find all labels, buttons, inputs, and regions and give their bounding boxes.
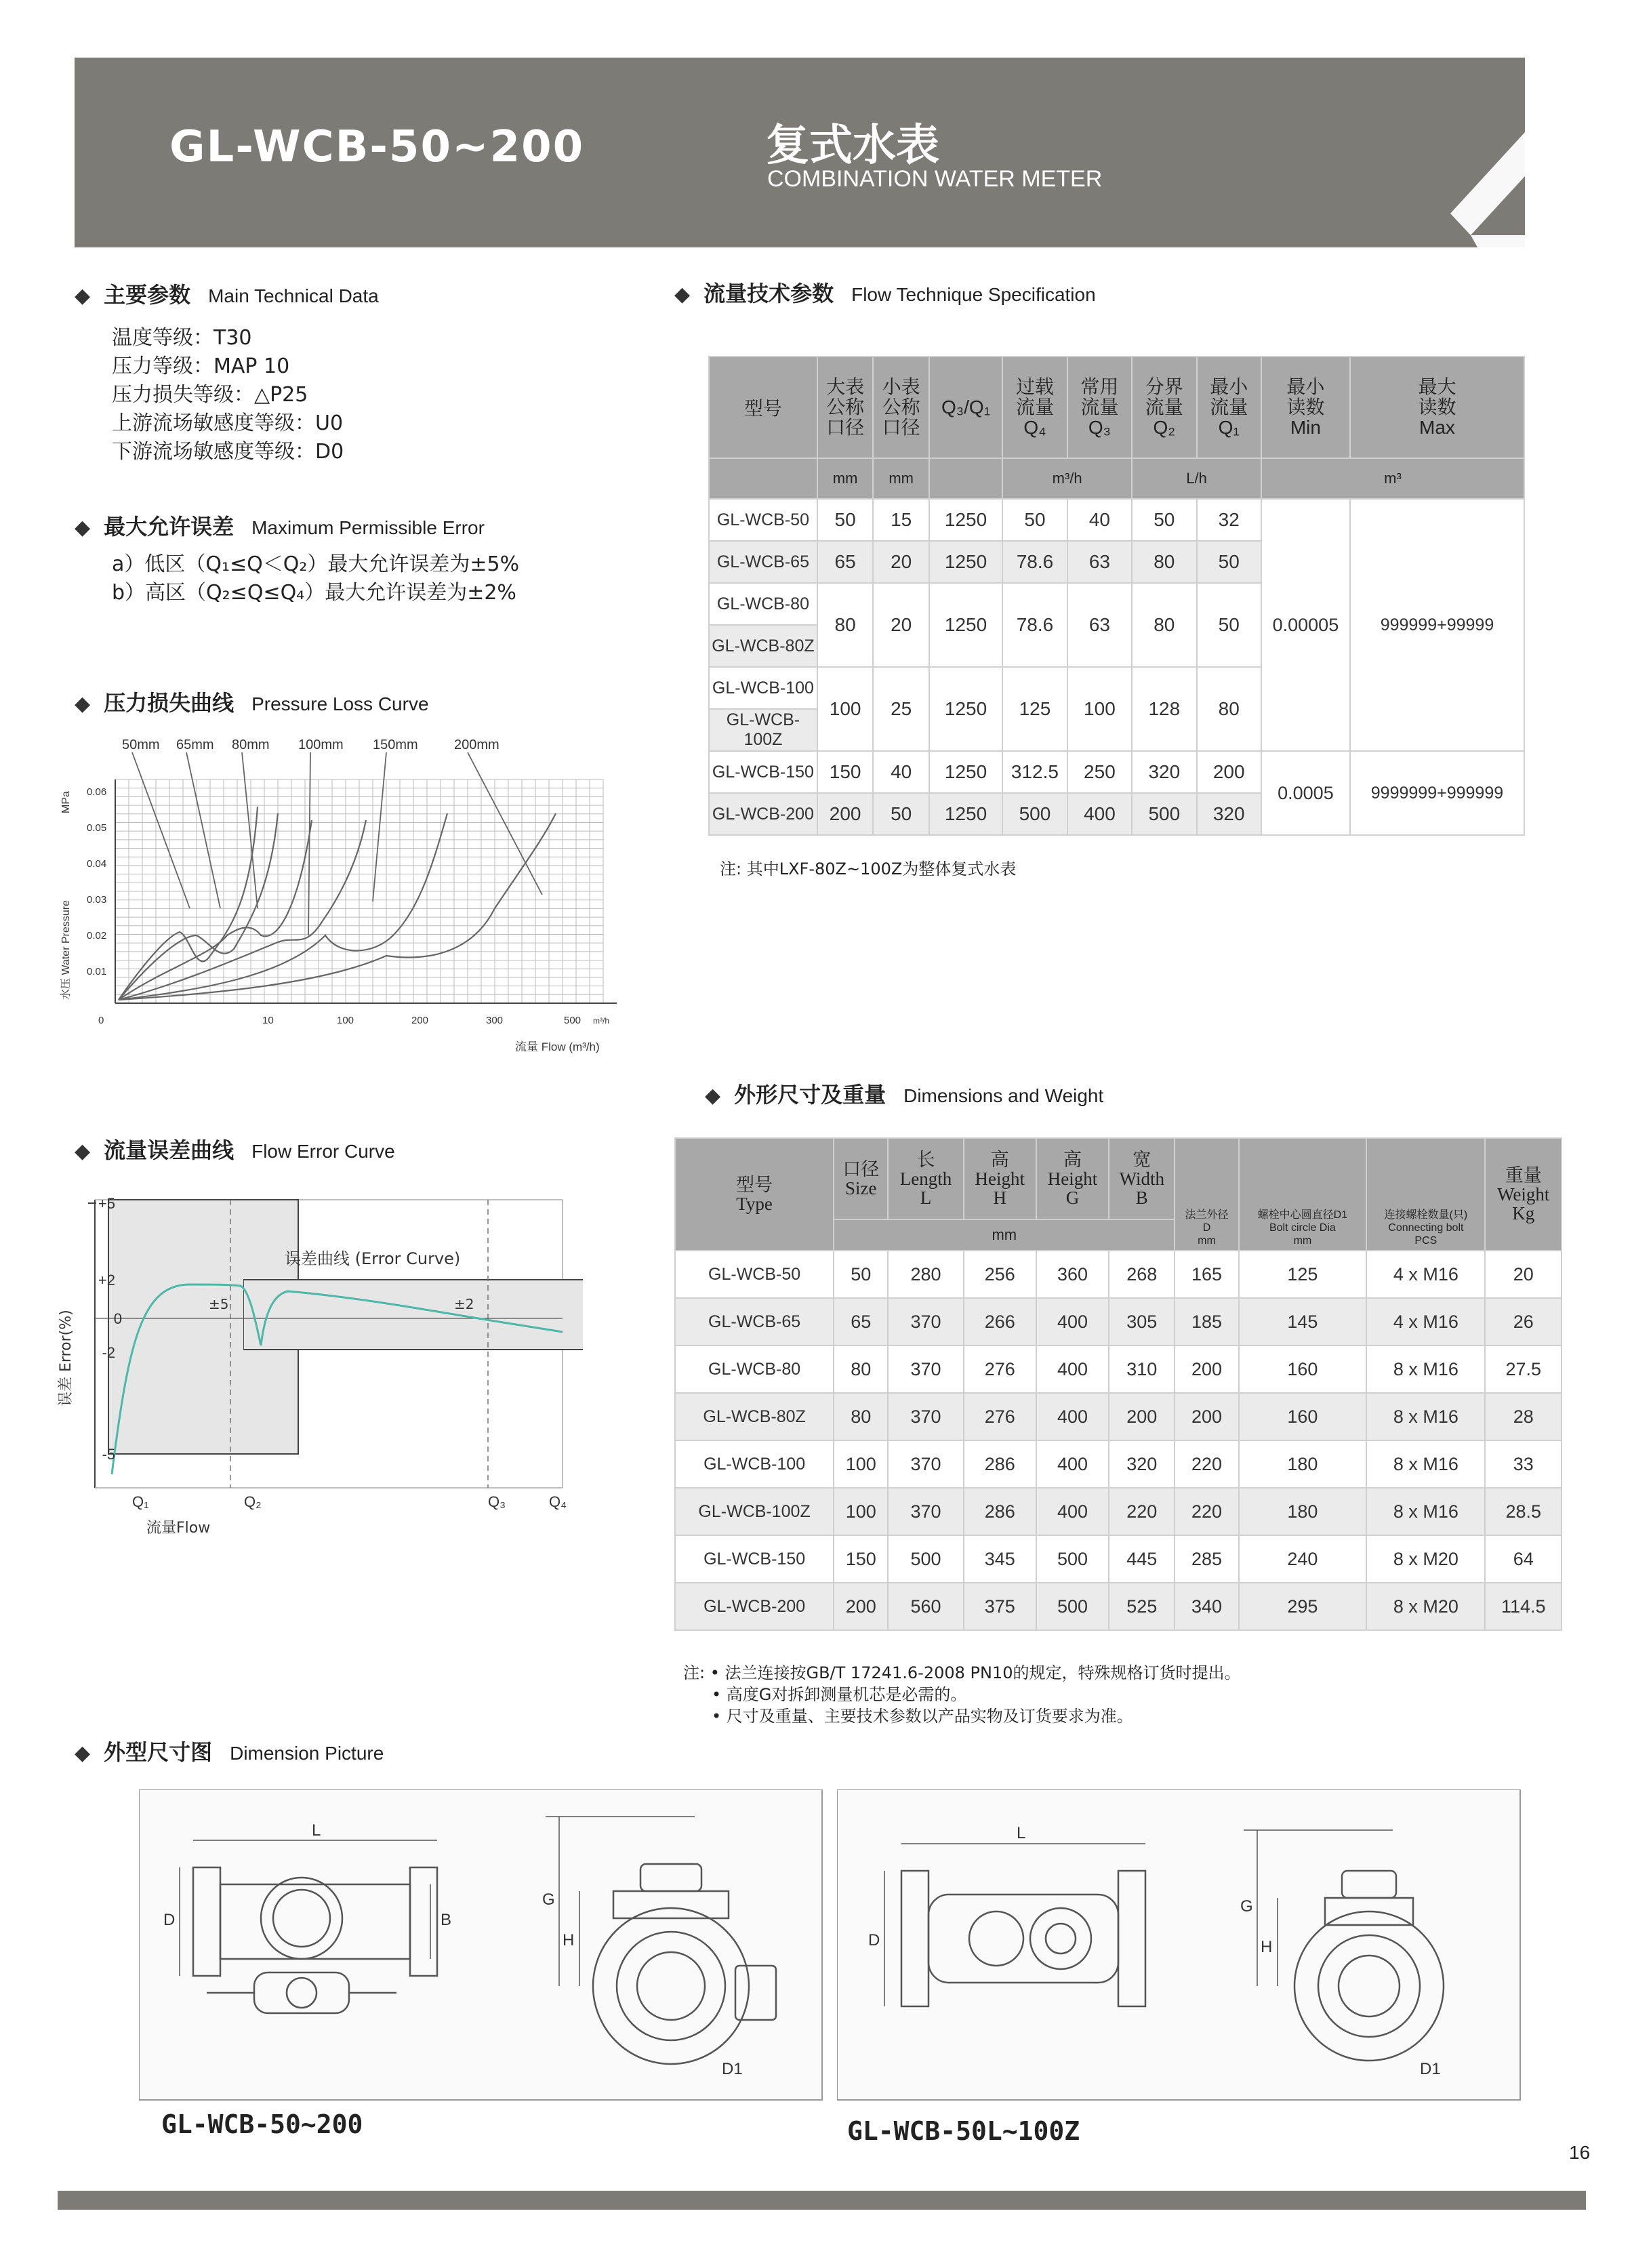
table-cell: 400 — [1036, 1440, 1109, 1488]
diamond-icon: ◆ — [75, 284, 91, 308]
table-cell: 200 — [1197, 751, 1261, 793]
table-cell: 268 — [1109, 1251, 1175, 1298]
table-cell: 50 — [1132, 499, 1196, 541]
y-tick-label: -5 — [102, 1446, 115, 1463]
flow-spec-note: 注: 其中LXF-80Z~100Z为整体复式水表 — [720, 859, 1017, 878]
x-axis-label: 流量Flow — [146, 1520, 211, 1537]
diamond-icon: ◆ — [75, 1139, 91, 1163]
y-tick-label: 0.05 — [87, 822, 107, 834]
size-leader-line — [373, 752, 386, 902]
diamond-icon: ◆ — [705, 1084, 721, 1108]
chart-grid — [115, 779, 617, 1003]
dimensions-notes — [683, 1662, 1241, 1727]
table-cell: 295 — [1239, 1583, 1367, 1630]
table-cell: 500 — [1036, 1583, 1109, 1630]
param-item: 压力等级：MAP 10 — [112, 355, 290, 378]
diamond-icon: ◆ — [75, 516, 91, 540]
table-cell: 276 — [964, 1393, 1036, 1440]
param-item: 压力损失等级：△P25 — [112, 383, 308, 407]
table-cell: 33 — [1485, 1440, 1562, 1488]
band-low-label: ±5 — [209, 1296, 229, 1312]
table-cell: GL-WCB-80Z — [675, 1393, 834, 1440]
table-cell: 500 — [1002, 793, 1067, 835]
page-number: 16 — [1569, 2142, 1591, 2163]
table-cell: 286 — [964, 1488, 1036, 1535]
y-tick-label: 0 — [113, 1310, 122, 1327]
dimension-drawing-left — [139, 1789, 823, 2101]
size-leader-line — [468, 752, 542, 895]
table-cell: 78.6 — [1002, 583, 1067, 667]
dim-label: G — [542, 1890, 555, 1909]
curve-label: 误差曲线 (Error Curve) — [285, 1249, 461, 1268]
flow-error-chart — [54, 1183, 583, 1562]
header-banner — [75, 58, 1525, 247]
table-cell: 40 — [1067, 499, 1132, 541]
table-cell: 320 — [1132, 751, 1196, 793]
size-label: 50mm — [122, 737, 160, 752]
table-cell: 27.5 — [1485, 1345, 1562, 1393]
table-cell: 80 — [1197, 667, 1261, 751]
x-tick-label: 200 — [411, 1015, 429, 1026]
table-cell: 160 — [1239, 1393, 1367, 1440]
col-header: 高 Height G — [1036, 1138, 1109, 1219]
col-header: 最小 读数 Min — [1261, 357, 1350, 458]
table-cell: 1250 — [929, 751, 1002, 793]
error-curve-heading: ◆ 流量误差曲线 Flow Error Curve — [75, 1137, 395, 1163]
table-cell: 500 — [1036, 1535, 1109, 1583]
table-cell: 320 — [1109, 1440, 1175, 1488]
table-row — [675, 1345, 1562, 1393]
note-line: • 高度G对拆卸测量机芯是必需的。 — [712, 1685, 967, 1704]
size-label: 100mm — [298, 737, 344, 752]
col-header: 小表 公称 口径 — [873, 357, 929, 458]
mpe-item: a）低区（Q₁≤Q＜Q₂）最大允许误差为±5% — [112, 552, 520, 576]
left-caption: GL-WCB-50~200 — [161, 2109, 363, 2139]
table-cell: 4 x M16 — [1366, 1251, 1485, 1298]
table-cell: 50 — [873, 793, 929, 835]
model-title: GL-WCB-50~200 — [169, 122, 585, 172]
size-leader-line — [186, 752, 220, 908]
x-tick-label: 10 — [262, 1015, 274, 1026]
x-tick-label: Q₃ — [488, 1493, 506, 1510]
table-cell: 200 — [834, 1583, 888, 1630]
diamond-icon: ◆ — [674, 283, 691, 306]
main-data-heading: ◆ 主要参数 Main Technical Data — [75, 282, 379, 308]
table-cell: 20 — [873, 541, 929, 583]
dim-label: H — [563, 1931, 575, 1949]
mpe-heading: ◆ 最大允许误差 Maximum Permissible Error — [75, 514, 485, 540]
y-axis-label: 水压 Water Pressure — [60, 900, 72, 1000]
x-tick-label: Q₂ — [244, 1493, 262, 1510]
table-cell: 340 — [1175, 1583, 1238, 1630]
table-cell: 128 — [1132, 667, 1196, 751]
table-cell: 145 — [1239, 1298, 1367, 1345]
table-row — [675, 1393, 1562, 1440]
table-cell: GL-WCB-80Z — [709, 625, 817, 667]
y-tick-label: 0.03 — [87, 894, 107, 906]
col-header: 螺栓中心圆直径D1 Bolt circle Dia mm — [1239, 1138, 1367, 1251]
table-cell: 50 — [817, 499, 874, 541]
table-row — [675, 1583, 1562, 1630]
dim-label: D — [163, 1911, 176, 1929]
col-header: 过载 流量 Q₄ — [1002, 357, 1067, 458]
table-cell: 100 — [834, 1488, 888, 1535]
table-cell: 65 — [834, 1298, 888, 1345]
table-cell: GL-WCB-65 — [709, 541, 817, 583]
table-cell: 125 — [1002, 667, 1067, 751]
mpe-list — [112, 550, 519, 607]
table-cell: 64 — [1485, 1535, 1562, 1583]
table-row — [675, 1535, 1562, 1583]
table-cell: 345 — [964, 1535, 1036, 1583]
dimension-picture-heading: ◆ 外型尺寸图 Dimension Picture — [75, 1739, 384, 1765]
table-cell: 80 — [834, 1393, 888, 1440]
table-cell: 185 — [1175, 1298, 1238, 1345]
table-cell: 78.6 — [1002, 541, 1067, 583]
flow-spec-table — [708, 356, 1525, 836]
table-cell: 15 — [873, 499, 929, 541]
col-header: 宽 Width B — [1109, 1138, 1175, 1219]
table-cell: 150 — [817, 751, 874, 793]
table-cell: 80 — [1132, 583, 1196, 667]
table-cell: GL-WCB-80 — [675, 1345, 834, 1393]
table-cell: 1250 — [929, 541, 1002, 583]
x-unit: m³/h — [593, 1016, 609, 1026]
size-label: 200mm — [454, 737, 499, 752]
table-cell: 400 — [1036, 1345, 1109, 1393]
size-label: 65mm — [176, 737, 214, 752]
size-label: 150mm — [373, 737, 418, 752]
col-header: 型号 Type — [675, 1138, 834, 1251]
dim-label: D1 — [1420, 2060, 1441, 2078]
table-cell: 65 — [817, 541, 874, 583]
table-cell: 240 — [1239, 1535, 1367, 1583]
table-cell: 220 — [1175, 1488, 1238, 1535]
dim-label: L — [1017, 1824, 1026, 1842]
diamond-icon: ◆ — [75, 1741, 91, 1765]
table-cell: GL-WCB-100 — [675, 1440, 834, 1488]
param-item: 温度等级：T30 — [112, 326, 252, 350]
table-cell: 360 — [1036, 1251, 1109, 1298]
table-cell: GL-WCB-50 — [709, 499, 817, 541]
table-row — [675, 1440, 1562, 1488]
col-header: 最小 流量 Q₁ — [1197, 357, 1261, 458]
table-cell: 525 — [1109, 1583, 1175, 1630]
col-header: 重量 Weight Kg — [1485, 1138, 1562, 1251]
table-cell: 999999+99999 — [1350, 499, 1524, 751]
table-cell: 560 — [888, 1583, 963, 1630]
table-cell: 8 x M16 — [1366, 1440, 1485, 1488]
note-line: 注: • 法兰连接按GB/T 17241.6-2008 PN10的规定，特殊规格订货时提出。 — [683, 1663, 1241, 1682]
table-cell: 9999999+999999 — [1350, 751, 1524, 835]
table-cell: GL-WCB-100 — [709, 667, 817, 709]
size-leader-line — [132, 752, 190, 908]
dim-label: G — [1240, 1897, 1253, 1916]
table-cell: 400 — [1036, 1298, 1109, 1345]
param-item: 下游流场敏感度等级：D0 — [112, 440, 344, 464]
table-cell: 280 — [888, 1251, 963, 1298]
header-row — [675, 1138, 1562, 1219]
title-cn: 复式水表 — [766, 121, 939, 171]
table-cell: 50 — [1197, 583, 1261, 667]
table-cell: 1250 — [929, 499, 1002, 541]
y-tick-label: 0.01 — [87, 966, 107, 977]
table-cell: 200 — [817, 793, 874, 835]
col-header: 最大 读数 Max — [1350, 357, 1524, 458]
unit-cell: mm — [834, 1219, 1175, 1251]
table-cell: 370 — [888, 1488, 963, 1535]
table-cell: 26 — [1485, 1298, 1562, 1345]
table-cell: 200 — [1175, 1393, 1238, 1440]
table-cell: 180 — [1239, 1488, 1367, 1535]
table-cell: 285 — [1175, 1535, 1238, 1583]
pressure-loss-chart — [54, 732, 651, 1071]
pressure-curve-line — [119, 820, 312, 1000]
table-cell: 32 — [1197, 499, 1261, 541]
dim-label: H — [1261, 1938, 1273, 1956]
y-tick-label: 0.06 — [87, 786, 107, 798]
note-line: • 尺寸及重量、主要技术参数以产品实物及订货要求为准。 — [712, 1707, 1133, 1726]
pressure-curve-heading: ◆ 压力损失曲线 Pressure Loss Curve — [75, 690, 429, 716]
col-header: 大表 公称 口径 — [817, 357, 874, 458]
table-cell: 100 — [1067, 667, 1132, 751]
table-cell: 370 — [888, 1345, 963, 1393]
table-cell: 0.00005 — [1261, 499, 1350, 751]
dimension-drawing-right — [837, 1789, 1522, 2101]
size-label: 80mm — [232, 737, 270, 752]
y-tick-label: -2 — [102, 1344, 115, 1361]
unit-cell: m³ — [1261, 458, 1524, 499]
bottom-bar — [58, 2191, 1586, 2210]
table-row — [709, 499, 1524, 541]
unit-cell: m³/h — [1002, 458, 1132, 499]
unit-cell: mm — [873, 458, 929, 499]
table-cell: 28.5 — [1485, 1488, 1562, 1535]
table-cell: 4 x M16 — [1366, 1298, 1485, 1345]
unit-cell: L/h — [1132, 458, 1261, 499]
table-cell: 312.5 — [1002, 751, 1067, 793]
table-cell: 400 — [1036, 1393, 1109, 1440]
table-cell: 8 x M16 — [1366, 1345, 1485, 1393]
table-cell: 500 — [1132, 793, 1196, 835]
table-cell: 50 — [1197, 541, 1261, 583]
col-header: 连接螺栓数量(只) Connecting bolt PCS — [1366, 1138, 1485, 1251]
table-cell: 200 — [1109, 1393, 1175, 1440]
table-cell: GL-WCB-200 — [709, 793, 817, 835]
table-cell: 150 — [834, 1535, 888, 1583]
x-tick-label: 0 — [98, 1015, 104, 1026]
table-cell: GL-WCB-65 — [675, 1298, 834, 1345]
table-cell: 8 x M16 — [1366, 1393, 1485, 1440]
pressure-curve-line — [119, 813, 556, 1000]
table-cell: 100 — [817, 667, 874, 751]
x-tick-label: Q₄ — [549, 1493, 567, 1510]
table-cell: 114.5 — [1485, 1583, 1562, 1630]
table-cell: 276 — [964, 1345, 1036, 1393]
col-header: 常用 流量 Q₃ — [1067, 357, 1132, 458]
param-item: 上游流场敏感度等级：U0 — [112, 411, 344, 435]
table-cell: 20 — [1485, 1251, 1562, 1298]
table-cell: 125 — [1239, 1251, 1367, 1298]
y-tick-label: +2 — [98, 1272, 115, 1289]
title-en: COMBINATION WATER METER — [767, 166, 1103, 192]
col-header: 法兰外径 D mm — [1175, 1138, 1238, 1251]
table-cell: 1250 — [929, 583, 1002, 667]
table-cell: GL-WCB-150 — [709, 751, 817, 793]
table-cell: 50 — [834, 1251, 888, 1298]
table-cell: 370 — [888, 1393, 963, 1440]
dim-label: D1 — [722, 2060, 743, 2078]
table-cell: 220 — [1175, 1440, 1238, 1488]
col-header: 口径 Size — [834, 1138, 888, 1219]
unit-cell: mm — [817, 458, 874, 499]
table-cell: 8 x M20 — [1366, 1583, 1485, 1630]
table-cell: 310 — [1109, 1345, 1175, 1393]
col-header: 长 Length L — [888, 1138, 963, 1219]
table-cell: 370 — [888, 1440, 963, 1488]
x-axis-label: 流量 Flow (m³/h) — [515, 1040, 600, 1053]
table-cell: GL-WCB-100Z — [709, 709, 817, 751]
y-tick-label: +5 — [98, 1195, 115, 1212]
table-cell: GL-WCB-150 — [675, 1535, 834, 1583]
y-tick-label: 0.02 — [87, 930, 107, 941]
flow-spec-heading: ◆ 流量技术参数 Flow Technique Specification — [674, 281, 1096, 306]
y-axis-label: 误差 Error(%) — [58, 1310, 75, 1406]
table-cell: 1250 — [929, 667, 1002, 751]
y-tick-label: 0.04 — [87, 858, 107, 870]
table-cell: 445 — [1109, 1535, 1175, 1583]
table-cell: 63 — [1067, 583, 1132, 667]
dim-label: D — [868, 1931, 880, 1949]
dim-label: L — [312, 1821, 321, 1840]
table-cell: 80 — [817, 583, 874, 667]
table-cell: 1250 — [929, 793, 1002, 835]
x-tick-label: 300 — [486, 1015, 504, 1026]
table-cell: 266 — [964, 1298, 1036, 1345]
table-cell: 220 — [1109, 1488, 1175, 1535]
table-row — [675, 1298, 1562, 1345]
table-cell: 256 — [964, 1251, 1036, 1298]
dimensions-heading: ◆ 外形尺寸及重量 Dimensions and Weight — [705, 1082, 1104, 1108]
x-tick-label: Q₁ — [132, 1493, 149, 1510]
col-header: 分界 流量 Q₂ — [1132, 357, 1196, 458]
corner-chevron-icon — [1403, 58, 1525, 247]
dimensions-table — [674, 1137, 1562, 1631]
table-cell: 80 — [834, 1345, 888, 1393]
table-cell: 25 — [873, 667, 929, 751]
y-unit: MPa — [60, 791, 72, 813]
table-cell: 200 — [1175, 1345, 1238, 1393]
table-cell: 180 — [1239, 1440, 1367, 1488]
table-cell: 320 — [1197, 793, 1261, 835]
table-cell: 100 — [834, 1440, 888, 1488]
table-cell: 80 — [1132, 541, 1196, 583]
table-row — [675, 1251, 1562, 1298]
band-high-label: ±2 — [454, 1296, 474, 1312]
table-cell: GL-WCB-80 — [709, 583, 817, 625]
mpe-item: b）高区（Q₂≤Q≤Q₄）最大允许误差为±2% — [112, 581, 516, 605]
table-cell: 375 — [964, 1583, 1036, 1630]
table-cell: 370 — [888, 1298, 963, 1345]
table-cell: 400 — [1067, 793, 1132, 835]
col-header: 型号 — [709, 357, 817, 458]
table-cell: 400 — [1036, 1488, 1109, 1535]
table-cell: 8 x M16 — [1366, 1488, 1485, 1535]
x-tick-label: 500 — [564, 1015, 582, 1026]
table-cell: 500 — [888, 1535, 963, 1583]
col-header: Q₃/Q₁ — [929, 357, 1002, 458]
table-cell: 28 — [1485, 1393, 1562, 1440]
x-tick-label: 100 — [337, 1015, 354, 1026]
table-cell: 250 — [1067, 751, 1132, 793]
table-cell: 20 — [873, 583, 929, 667]
table-cell: 8 x M20 — [1366, 1535, 1485, 1583]
table-cell: 165 — [1175, 1251, 1238, 1298]
table-cell: 0.0005 — [1261, 751, 1350, 835]
right-caption: GL-WCB-50L~100Z — [847, 2116, 1080, 2146]
table-cell: 40 — [873, 751, 929, 793]
table-cell: 160 — [1239, 1345, 1367, 1393]
table-cell: 50 — [1002, 499, 1067, 541]
col-header: 高 Height H — [964, 1138, 1036, 1219]
table-row — [675, 1488, 1562, 1535]
table-cell: GL-WCB-50 — [675, 1251, 834, 1298]
diamond-icon: ◆ — [75, 692, 91, 716]
table-cell: 305 — [1109, 1298, 1175, 1345]
table-cell: GL-WCB-200 — [675, 1583, 834, 1630]
main-data-list — [112, 324, 344, 466]
table-cell: 286 — [964, 1440, 1036, 1488]
table-cell: 63 — [1067, 541, 1132, 583]
table-cell: GL-WCB-100Z — [675, 1488, 834, 1535]
dim-label: B — [441, 1911, 452, 1929]
table-row — [709, 751, 1524, 793]
